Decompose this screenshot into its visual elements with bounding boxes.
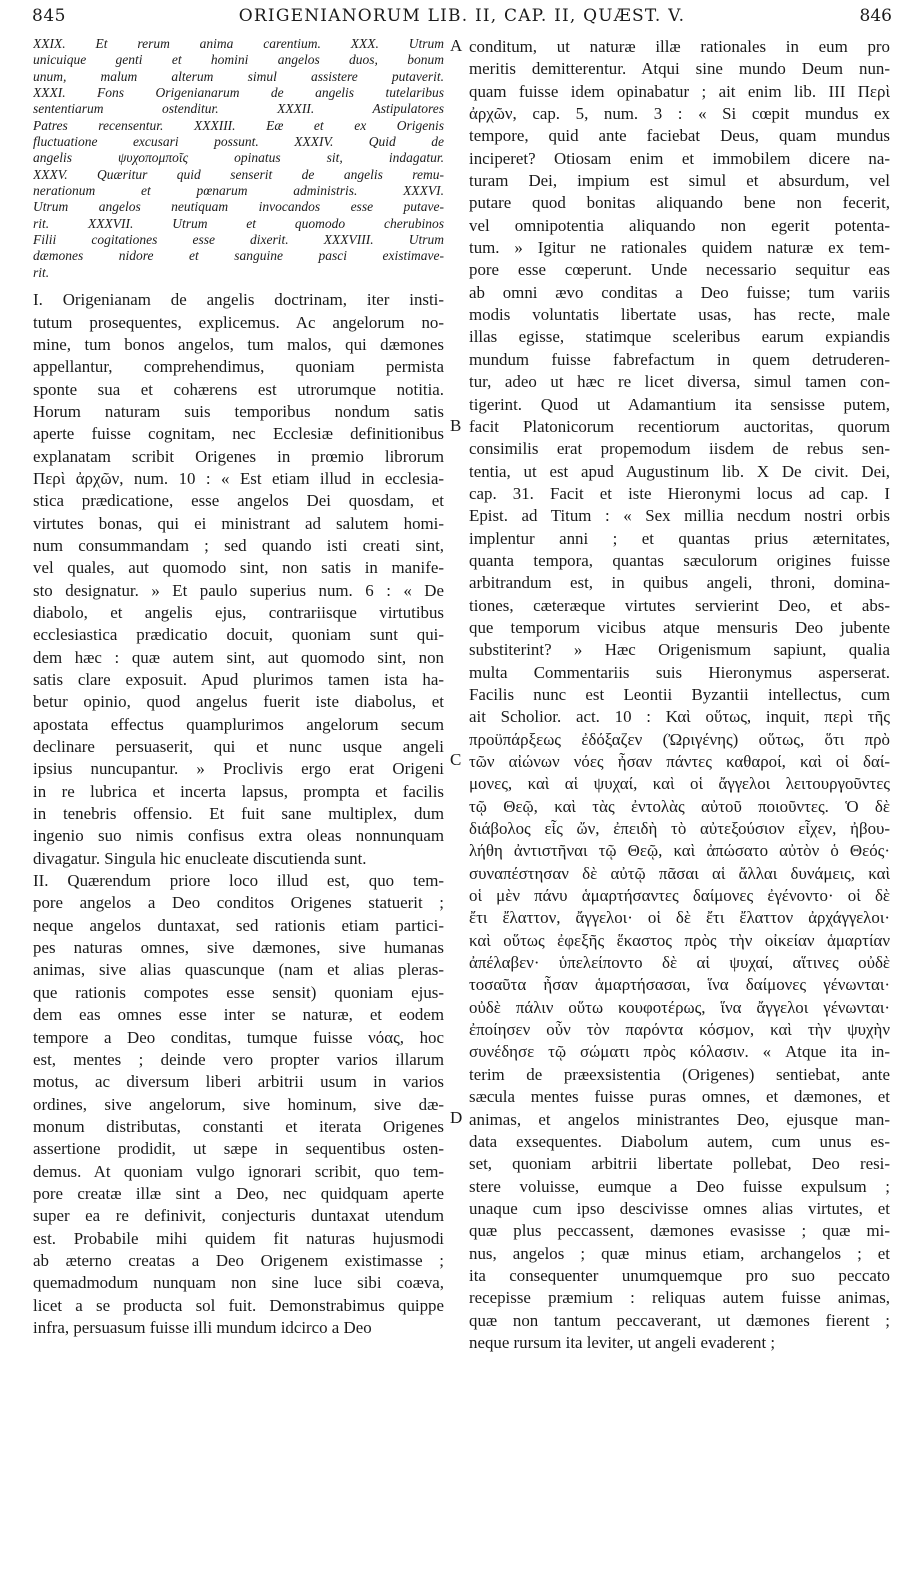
text-line: stere voluisse, eumque a Deo fuisse expulsum ;	[469, 1176, 890, 1196]
summary-line: angelis ψυχοπομποῖς opinatus sit, indagatur.	[33, 150, 444, 166]
text-line: ab æterno creatas a Deo Origenem existimasse ;	[33, 1250, 444, 1270]
text-line: συναπέστησαν δὲ αὐτῷ πᾶσαι αἱ ἄλλαι δυνάμεις, καὶ	[469, 863, 890, 883]
text-line: apostata effectus quamplurimos angelorum secum	[33, 714, 444, 734]
text-line: I. Origenianam de angelis doctrinam, iter insti-	[33, 290, 444, 310]
text-line: tur, adeo ut hæc re licet diversa, simul tamen con-	[469, 372, 890, 392]
paragraph-2	[33, 870, 444, 1339]
text-line: pes naturas omnes, sive dæmones, sive humanas	[33, 938, 444, 958]
text-line: que temporum vicibus atque mensuris Deo jubente	[469, 617, 890, 637]
text-line: ait Scholior. act. 10 : Καὶ οὕτως, inquit, περὶ τῆς	[469, 707, 890, 727]
summary-line: unicuique genti et homini angelos duos, bonum	[33, 52, 444, 68]
text-line: tutum prosequentes, explicemus. Ac angelorum no-	[33, 312, 444, 332]
text-line: declinare persuaserit, qui et nunc usque angeli	[33, 737, 444, 757]
summary-line: dæmones nidore et sanguine pasci existimave-	[33, 248, 444, 264]
summary-line: rit.	[33, 264, 50, 280]
text-line: neque angelos duntaxat, sed rationis etiam partici-	[33, 915, 444, 935]
text-line: tum. » Igitur ne rationales quidem naturæ ex tem-	[469, 238, 890, 258]
chapter-summary	[33, 36, 444, 281]
text-line: est, mentes ; deinde vero propter varios illarum	[33, 1049, 444, 1069]
text-line: unaque cum ipso descivisse omnes alias virtutes, et	[469, 1198, 890, 1218]
text-line: sæcula mentes fuisse puras omnes, et dæmones, et	[469, 1087, 890, 1107]
text-line: virtutes bonas, qui ei ministrant ad salutem homi-	[33, 513, 444, 533]
text-line: ἔτι ἔλαττον, ἄγγελοι· οἱ δὲ ἔτι ἔλαττον ἀρχάγγελοι·	[469, 908, 890, 928]
summary-line: XXIX. Et rerum anima carentium. XXX. Utrum	[33, 36, 444, 51]
text-line: diabolo, et angelis ejus, contrariisque virtutibus	[33, 602, 444, 622]
text-line: infra, persuasum fuisse illi mundum idcirco a Deo	[33, 1317, 372, 1337]
margin-letter-a: A	[450, 36, 463, 55]
text-line: mine, tum bonos angelos, tum malos, qui dæmones	[33, 334, 444, 354]
text-line: animas, et angelos ministrantes Deo, ejusque man-	[469, 1109, 890, 1129]
text-line: recepisse præmium : reliquas autem fuisse animas,	[469, 1288, 890, 1308]
right-column	[469, 36, 890, 1354]
text-line: II. Quærendum priore loco illud est, quo tem-	[33, 871, 444, 891]
text-line: ἐποίησεν οὖν τὸν παρόντα κόσμον, καὶ τὴν ψυχὴν	[469, 1020, 890, 1040]
text-line: substiterint? » Hæc Origenismum sapiunt, qualia	[469, 640, 890, 660]
text-line: Facilis nunc est Leontii Byzantii intellectus, cum	[469, 684, 890, 704]
text-line: tigerint. Quod ut Adamantium ita sensisse putem,	[469, 394, 890, 414]
text-line: quæ non tantum peccaverant, ut dæmones fierent ;	[469, 1310, 890, 1330]
text-line: num consummandam ; sed quando isti creati sint,	[33, 535, 444, 555]
text-line: meritis demitterentur. Atqui sine mundo Deum nun-	[469, 59, 890, 79]
text-line: tempore a Deo conditas, tumque fuisse νόας, hoc	[33, 1027, 444, 1047]
text-line: οἱ μὲν πάνυ ἁμαρτήσαντες δαίμονες ἐγένοντο· οἱ δὲ	[469, 886, 890, 906]
text-line: tiones, cæteræque virtutes servierint Deo, et abs-	[469, 595, 890, 615]
text-line: dem eas omnes esse inter se naturæ, et eodem	[33, 1005, 444, 1025]
summary-line: Utrum angelos neutiquam invocandos esse putave-	[33, 199, 444, 215]
text-line: putare quod bonitas aliquando bene non fecerit,	[469, 193, 890, 213]
text-line: Epist. ad Titum : « Sex millia necdum nostri orbis	[469, 506, 890, 526]
text-line: illas egisse, statimque sceleribus earum expiandis	[469, 327, 890, 347]
summary-line: XXXI. Fons Origenianarum de angelis tutelaribus	[33, 85, 444, 101]
margin-letter-c: C	[450, 750, 462, 769]
text-line: dem hæc : quæ autem sint, aut quomodo sint, non	[33, 647, 444, 667]
page-number-left: 845	[32, 6, 66, 26]
text-line: ἀρχῶν, cap. 5, num. 3 : « Si cœpit mundus ex	[469, 104, 890, 124]
text-line: Horum naturam suis temporibus nondum satis	[33, 401, 444, 421]
text-line: συνέδησε τῷ σώματι πρὸς κόλασιν. « Atque ita in-	[469, 1042, 890, 1062]
text-line: divagatur. Singula hic enucleate discutienda sunt.	[33, 848, 367, 868]
text-line: ecclesiastica prædicatio docuit, quoniam sunt qui-	[33, 625, 444, 645]
text-line: pore esse cœperunt. Unde necessario sequitur eas	[469, 260, 890, 280]
text-line: ita consequenter unumquemque pro suo peccato	[469, 1265, 890, 1285]
text-line: aperte fuisse cognitam, nec Ecclesiæ definitionibus	[33, 424, 444, 444]
text-line: quam fuisse idem opinabatur ; ait enim lib. III Περὶ	[469, 81, 890, 101]
text-line: motus, ac diversum liberi arbitrii usum in varios	[33, 1072, 444, 1092]
text-line: mundum fuisse fabrefactum in quem detruderen-	[469, 349, 890, 369]
text-line: consimilis erat propemodum iisdem de rebus sen-	[469, 439, 890, 459]
text-line: in tenebris offensio. Et fuit sane multiplex, dum	[33, 804, 444, 824]
text-line: προϋπάρξεως ἐδόξαζεν (Ὠριγένης) οὕτως, ὅτι πρὸ	[469, 729, 890, 749]
text-line: ἀπέλαβεν· ὑπελείποντο δὲ αἱ ψυχαί, αἵτινες οὐδὲ	[469, 953, 890, 973]
text-line: turam Dei, impium est simul et absurdum, vel	[469, 171, 890, 191]
text-line: facit Platonicorum recentiorum auctoritas, quorum	[469, 416, 890, 436]
summary-line: fluctuatione excusari possunt. XXXIV. Quid de	[33, 134, 444, 150]
summary-line: unum, malum alterum simul assistere putaverit.	[33, 68, 444, 84]
text-line: καὶ οὕτως ἐφεξῆς ἕκαστος πρὸς τὴν οἰκείαν ἁμαρτίαν	[469, 930, 890, 950]
text-line: ingenio suo nimis confisus extra oleas nonnunquam	[33, 826, 444, 846]
text-line: τοσαῦτα ἦσαν ἁμαρτήσασαι, ἵνα δαίμονες γένωνται·	[469, 975, 890, 995]
text-line: ipsius nuncupantur. » Proclivis ergo erat Origeni	[33, 759, 444, 779]
text-line: arbitrandum est, in quibus angeli, throni, domina-	[469, 573, 890, 593]
text-line: Περὶ ἀρχῶν, num. 10 : « Est etiam illud in ecclesia-	[33, 468, 444, 488]
text-line: cap. 31. Facit et iste Hieronymi locus ad cap. I	[469, 483, 890, 503]
text-line: stica prædicatione, esse angelos Dei quosdam, et	[33, 491, 444, 511]
text-line: sponte sua et cohærens est utrorumque notitia.	[33, 379, 444, 399]
summary-line: nerationum et pœnarum administris. XXXVI.	[33, 183, 444, 199]
text-line: sto designatur. » Et paulo superius num. 6 : « De	[33, 580, 444, 600]
text-line: tentia, ut est apud Augustinum lib. X De civit. Dei,	[469, 461, 890, 481]
text-line: quanta tempora, quantas sæculorum origines fuisse	[469, 550, 890, 570]
text-line: vel omnipotentia aliquando non egerit potenta-	[469, 215, 890, 235]
summary-line: sententiarum ostenditur. XXXII. Astipulatores	[33, 101, 444, 117]
text-line: inciperet? Otiosam enim et immobilem dicere na-	[469, 148, 890, 168]
text-line: super ea re definivit, conjecturis duntaxat utendum	[33, 1206, 444, 1226]
text-line: μονες, καὶ αἱ ψυχαί, καὶ οἱ ἄγγελοι λειτουργοῦντες	[469, 774, 890, 794]
text-line: nus, angelos ; quæ minus etiam, archangelos ; et	[469, 1243, 890, 1263]
text-line: vel quales, aut quomodo sint, non satis in manife-	[33, 558, 444, 578]
text-line: οὐδὲ πάλιν οὕτω κουφοτέρως, ἵνα ἄγγελοι γένωνται·	[469, 997, 890, 1017]
text-line: est. Probabile mihi quidem fit naturas hujusmodi	[33, 1228, 444, 1248]
text-line: assertione prodidit, ut sæpe in sequentibus osten-	[33, 1139, 444, 1159]
text-line: tempore, quid ante faciebat Deus, quam mundus	[469, 126, 890, 146]
text-line: τῷ Θεῷ, καὶ τὰς ἐντολὰς αὐτοῦ ποιοῦντες. Ὁ δὲ	[469, 796, 890, 816]
text-line: modis voluntatis libertate usas, has recte, male	[469, 305, 890, 325]
page-number-right: 846	[859, 6, 892, 26]
text-line: ordines, sive angelorum, sive hominum, sive dæ-	[33, 1094, 444, 1114]
text-line: betur opinio, quod angelus fuerit iste diabolus, et	[33, 692, 444, 712]
running-header	[32, 6, 892, 34]
margin-letter-d: D	[450, 1108, 463, 1127]
text-line: pore angelos a Deo conditos Origenes statuerit ;	[33, 893, 444, 913]
text-line: animas, sive alias quascunque (nam et alias pleras-	[33, 960, 444, 980]
summary-line: Patres recensentur. XXXIII. Eæ et ex Origenis	[33, 117, 444, 133]
text-line: τῶν αἰώνων νόες ἦσαν πάντες καθαροί, καὶ οἱ δαί-	[469, 752, 890, 771]
text-line: διάβολος εἷς ὤν, ἐπειδὴ τὸ αὐτεξούσιον εἶχεν, ἠβου-	[469, 819, 890, 839]
text-line: multa Commentariis suis Hieronymus asperserat.	[469, 662, 890, 682]
text-line: set, quoniam arbitrii libertate pollebat, Deo resi-	[469, 1154, 890, 1174]
text-line: quæ plus peccassent, dæmones evasisse ; quæ mi-	[469, 1221, 890, 1241]
text-line: λήθη ἀντιστῆναι τῷ Θεῷ, καὶ ἀπώσατο αὐτὸν ὁ Θεός·	[469, 841, 890, 861]
text-line: explanatam scribit Origenes in prœmio librorum	[33, 446, 444, 466]
text-line: licet a se producta sol fuit. Demonstrabimus quippe	[33, 1295, 444, 1315]
text-line: data exsequentes. Diabolum autem, cum unus es-	[469, 1131, 890, 1151]
text-line: que rationis compotes esse sensit) quoniam ejus-	[33, 982, 444, 1002]
text-line: satis clare exposuit. Apud plurimos tamen ista ha-	[33, 670, 444, 689]
text-line: demus. At quoniam vulgo ignorari scribit, quo tem-	[33, 1161, 444, 1181]
paragraph-1	[33, 289, 444, 870]
text-line: quemadmodum nunquam non sine luce sibi coæva,	[33, 1273, 444, 1293]
text-line: monum distributas, constanti et iterata Origenes	[33, 1116, 444, 1136]
summary-line: rit. XXXVII. Utrum et quomodo cherubinos	[33, 215, 444, 231]
text-line: conditum, ut naturæ illæ rationales in eum pro	[469, 37, 890, 56]
text-line: neque rursum ita leviter, ut angeli evaderent ;	[469, 1332, 776, 1352]
text-line: in re lubrica et incerta lapsus, prompta et facilis	[33, 781, 444, 801]
margin-letter-b: B	[450, 416, 462, 435]
running-title: ORIGENIANORUM LIB. II, CAP. II, QUÆST. V.	[238, 6, 686, 26]
text-line: pore creatæ illæ sint a Deo, nec quidquam aperte	[33, 1183, 444, 1203]
text-line: terim de præexsistentia (Origenes) sentiebat, ante	[469, 1064, 890, 1084]
left-column	[33, 36, 444, 1339]
paragraph-continuation	[469, 36, 890, 1354]
text-line: ab omni ævo conditas a Deo fuisse; tum variis	[469, 282, 890, 302]
text-line: appellantur, comprehendimus, quoniam permista	[33, 357, 444, 377]
text-line: implentur anni ; et quantas prius æternitates,	[469, 528, 890, 548]
summary-line: Filii cogitationes esse dixerit. XXXVIII. Utrum	[33, 232, 444, 248]
summary-line: XXXV. Quæritur quid senserit de angelis remu-	[33, 166, 444, 182]
